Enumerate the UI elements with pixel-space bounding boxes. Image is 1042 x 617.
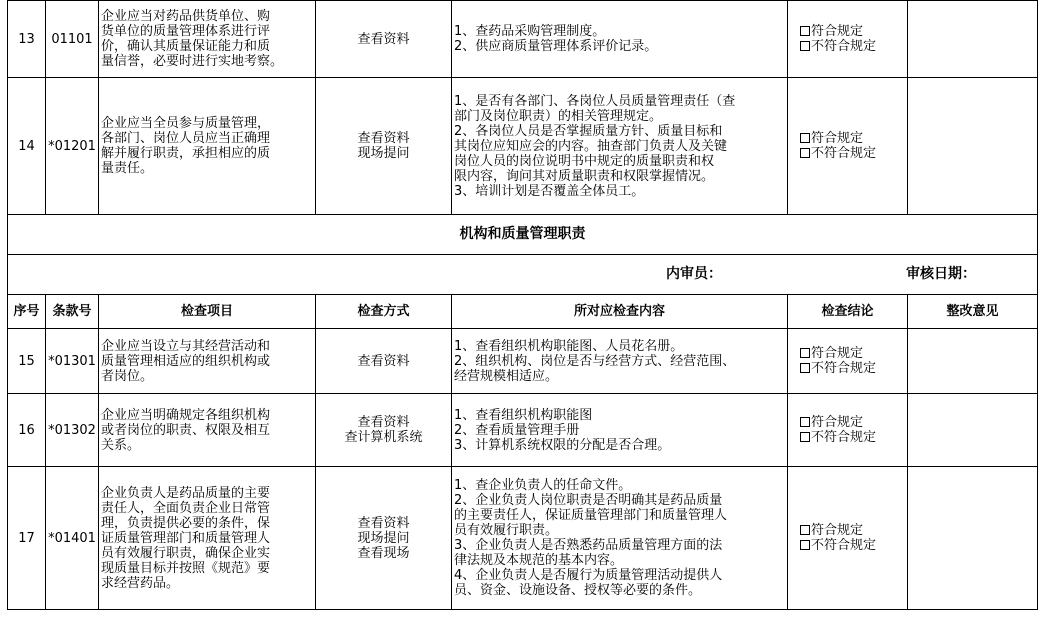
conclusion-option-not-comply[interactable] <box>790 430 905 445</box>
content-cell <box>452 329 788 394</box>
header-conclusion: 检查结论 <box>788 295 908 329</box>
option-label-comply: 符合规定 <box>811 346 864 361</box>
content-cell-line: 2、各岗位人员是否掌握质量方针、质量目标和 <box>454 123 723 139</box>
item-cell <box>99 467 316 610</box>
table-row <box>8 78 1038 215</box>
content-cell-line: 岗位人员的岗位说明书中规定的质量职责和权 <box>454 153 715 169</box>
clause-cell: 01101 <box>46 1 99 78</box>
opinion-cell[interactable] <box>908 394 1038 467</box>
content-cell-line: 1、查企业负责人的任命文件。 <box>454 478 632 493</box>
checkbox-not-comply[interactable] <box>800 363 810 373</box>
table-row <box>8 394 1038 467</box>
conclusion-cell <box>788 329 908 394</box>
seq-cell: 17 <box>8 467 46 610</box>
conclusion-cell <box>788 1 908 78</box>
conclusion-option-comply[interactable] <box>790 346 905 361</box>
option-label-not-comply: 不符合规定 <box>811 430 877 445</box>
method-cell <box>316 467 452 610</box>
option-label-comply: 符合规定 <box>811 24 864 39</box>
content-cell <box>452 394 788 467</box>
item-cell-line: 求经营药品。 <box>101 575 180 591</box>
option-label-comply: 符合规定 <box>811 131 864 146</box>
conclusion-option-comply[interactable] <box>790 415 905 430</box>
checkbox-comply[interactable] <box>800 133 810 143</box>
checkbox-comply[interactable] <box>800 26 810 36</box>
method-cell-line: 查看资料 <box>357 131 410 146</box>
seq-cell: 16 <box>8 394 46 467</box>
opinion-cell[interactable] <box>908 329 1038 394</box>
checkbox-not-comply[interactable] <box>800 41 810 51</box>
content-cell-line: 1、查药品采购管理制度。 <box>454 24 606 39</box>
content-cell-line: 2、供应商质量管理体系评价记录。 <box>454 39 658 54</box>
item-cell-line: 量信誉，必要时进行实地考察。 <box>101 54 284 69</box>
conclusion-option-not-comply[interactable] <box>790 146 905 161</box>
seq-cell: 15 <box>8 329 46 394</box>
section-title-row <box>8 215 1038 255</box>
content-cell-line: 3、培训计划是否覆盖全体员工。 <box>454 183 645 199</box>
seq-cell: 14 <box>8 78 46 215</box>
clause-cell: *01201 <box>46 78 99 215</box>
item-cell-line: 证质量管理部门和质量管理人 <box>101 530 271 546</box>
conclusion-option-comply[interactable] <box>790 131 905 146</box>
table-body-bottom <box>8 329 1038 610</box>
item-cell-line: 企业应当对药品供货单位、购 <box>101 9 271 24</box>
conclusion-cell <box>788 394 908 467</box>
conclusion-option-not-comply[interactable] <box>790 361 905 376</box>
item-cell <box>99 394 316 467</box>
option-label-comply: 符合规定 <box>811 523 864 538</box>
header-method: 检查方式 <box>316 295 452 329</box>
conclusion-option-not-comply[interactable] <box>790 39 905 54</box>
conclusion-cell <box>788 467 908 610</box>
table-body-top <box>8 1 1038 215</box>
meta-row <box>8 255 1038 295</box>
item-cell-line: 解并履行职责，承担相应的质 <box>101 146 271 161</box>
content-cell-line: 1、是否有各部门、各岗位人员质量管理责任（查 <box>454 93 736 109</box>
option-label-not-comply: 不符合规定 <box>811 39 877 54</box>
section-block <box>8 215 1038 329</box>
header-opinion: 整改意见 <box>908 295 1038 329</box>
item-cell-line: 企业负责人是药品质量的主要 <box>101 485 271 501</box>
checkbox-not-comply[interactable] <box>800 432 810 442</box>
method-cell <box>316 1 452 78</box>
item-cell-line: 量责任。 <box>101 161 154 176</box>
checkbox-comply[interactable] <box>800 348 810 358</box>
table-row <box>8 329 1038 394</box>
item-cell-line: 员有效履行职责，确保企业实 <box>101 545 271 561</box>
audit-date-label: 审核日期： <box>906 265 976 282</box>
clause-cell: *01302 <box>46 394 99 467</box>
content-cell-line: 员有效履行职责。 <box>454 523 559 538</box>
method-cell-line: 查看资料 <box>357 31 410 47</box>
header-item: 检查项目 <box>99 295 316 329</box>
content-cell-line: 3、企业负责人是否熟悉药品质量管理方面的法 <box>454 538 723 553</box>
table-row <box>8 467 1038 610</box>
item-cell-line: 责任人，全面负责企业日常管 <box>101 500 271 516</box>
item-cell-line: 质量管理相适应的组织机构或 <box>101 353 271 369</box>
checkbox-not-comply[interactable] <box>800 148 810 158</box>
method-cell <box>316 329 452 394</box>
clause-cell: *01401 <box>46 467 99 610</box>
conclusion-cell <box>788 78 908 215</box>
content-cell-line: 员、资金、设施设备、授权等必要的条件。 <box>454 583 702 598</box>
inspection-table <box>7 0 1038 610</box>
method-cell <box>316 78 452 215</box>
item-cell-line: 企业应当明确规定各组织机构 <box>101 407 271 423</box>
conclusion-option-comply[interactable] <box>790 24 905 39</box>
content-cell-line: 1、查看组织机构职能图 <box>454 407 593 423</box>
content-cell <box>452 78 788 215</box>
opinion-cell[interactable] <box>908 467 1038 610</box>
content-cell <box>452 467 788 610</box>
content-cell-line: 1、查看组织机构职能图、人员花名册。 <box>454 338 684 354</box>
header-seq: 序号 <box>8 295 46 329</box>
method-cell-line: 查看资料 <box>357 515 410 531</box>
method-cell-line: 现场提问 <box>357 146 410 161</box>
content-cell-line: 2、查看质量管理手册 <box>454 422 580 438</box>
internal-auditor-label: 内审员： <box>666 265 722 282</box>
item-cell-line: 理，负责提供必要的条件，保 <box>101 515 271 531</box>
content-cell-line: 3、计算机系统权限的分配是否合理。 <box>454 437 671 453</box>
method-cell-line: 现场提问 <box>357 530 410 546</box>
conclusion-option-comply[interactable] <box>790 523 905 538</box>
item-cell-line: 或者岗位的职责、权限及相互 <box>101 422 271 438</box>
content-cell <box>452 1 788 78</box>
content-cell-line: 的主要责任人，保证质量管理部门和质量管理人 <box>454 508 728 523</box>
conclusion-option-not-comply[interactable] <box>790 538 905 553</box>
item-cell-line: 关系。 <box>101 437 141 453</box>
item-cell-line: 企业应当设立与其经营活动和 <box>101 338 271 354</box>
method-cell-line: 查看现场 <box>357 545 410 561</box>
content-cell-line: 律法规及本规范的基本内容。 <box>454 553 624 568</box>
table-row <box>8 1 1038 78</box>
content-cell-line: 2、企业负责人岗位职责是否明确其是药品质量 <box>454 493 723 508</box>
option-label-not-comply: 不符合规定 <box>811 538 877 553</box>
item-cell-line: 各部门、岗位人员应当正确理 <box>101 131 271 146</box>
header-content: 所对应检查内容 <box>452 295 788 329</box>
item-cell <box>99 329 316 394</box>
item-cell-line: 价，确认其质量保证能力和质 <box>101 39 271 54</box>
item-cell-line: 现质量目标并按照《规范》要 <box>101 560 271 576</box>
item-cell-line: 货单位的质量管理体系进行评 <box>101 24 271 39</box>
method-cell-line: 查看资料 <box>357 353 410 369</box>
header-clause: 条款号 <box>46 295 99 329</box>
option-label-not-comply: 不符合规定 <box>811 146 877 161</box>
method-cell <box>316 394 452 467</box>
section-title: 机构和质量管理职责 <box>8 215 1038 255</box>
item-cell-line: 企业应当全员参与质量管理， <box>101 116 271 131</box>
content-cell-line: 2、组织机构、岗位是否与经营方式、经营范围、 <box>454 353 736 369</box>
item-cell-line: 者岗位。 <box>101 368 154 384</box>
content-cell-line: 4、企业负责人是否履行为质量管理活动提供人 <box>454 568 723 583</box>
clause-cell: *01301 <box>46 329 99 394</box>
method-cell-line: 查计算机系统 <box>344 430 423 445</box>
content-cell-line: 限内容，询问其对质量职责和权限掌握情况。 <box>454 168 715 184</box>
option-label-not-comply: 不符合规定 <box>811 361 877 376</box>
content-cell-line: 部门及岗位职责）的相关管理规定。 <box>454 108 663 124</box>
content-cell-line: 其岗位应知应会的内容。抽查部门负责人及关键 <box>454 138 728 154</box>
item-cell <box>99 1 316 78</box>
checkbox-comply[interactable] <box>800 525 810 535</box>
item-cell <box>99 78 316 215</box>
method-cell-line: 查看资料 <box>357 415 410 430</box>
checkbox-not-comply[interactable] <box>800 540 810 550</box>
checkbox-comply[interactable] <box>800 417 810 427</box>
seq-cell: 13 <box>8 1 46 78</box>
header-row <box>8 295 1038 329</box>
content-cell-line: 经营规模相适应。 <box>454 368 559 384</box>
opinion-cell[interactable] <box>908 1 1038 78</box>
option-label-comply: 符合规定 <box>811 415 864 430</box>
opinion-cell[interactable] <box>908 78 1038 215</box>
